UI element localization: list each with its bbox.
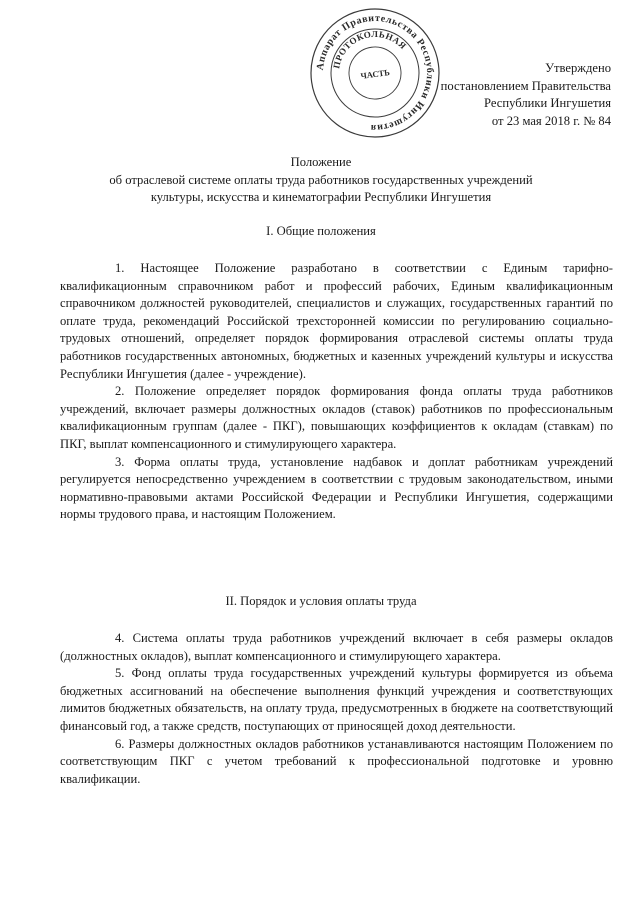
seal-inner-text: ПРОТОКОЛЬНАЯ — [331, 28, 409, 70]
paragraph-1: 1. Настоящее Положение разработано в соответствии с Единым тарифно-квалификационным справочником работ и профессий рабочих, Единым квалификационным справочником должностей руководителей, специалистов и служащих, государственных гарантий по оплате труда, рекомендаций Российской трехсторонней комиссии по регулированию социально-трудовых отношений, определяет порядок формирования отраслевой системы оплаты труда работников государственных автономных, бюджетных и казенных учреждений культуры и искусства Республики Ингушетия (далее - учреждение). — [60, 261, 613, 381]
approval-line: Республики Ингушетия — [484, 96, 611, 111]
paragraph-2: 2. Положение определяет порядок формирования фонда оплаты труда работников учреждений, включает размеры должностных окладов (ставок) работников по профессиональным квалификационным группам (далее - ПКГ), повышающих коэффициентов к окладам (ставкам) по ПКГ, выплат компенсационного и стимулирующего характера. — [60, 384, 613, 451]
approval-block — [331, 60, 611, 130]
section-general-body — [60, 260, 613, 524]
approval-line: постановлением Правительства — [440, 78, 611, 93]
approval-line: Утверждено — [545, 61, 611, 75]
paragraph-5: 5. Фонд оплаты труда государственных учреждений культуры формируется из объема бюджетных ассигнований на обеспечение выполнения функций учреждения и соответствующих лимитов бюджетных обязательств, на оплату труда, предусмотренных в бюджете на соответствующий финансовый год, а также средств, поступающих от приносящей доход деятельности. — [60, 666, 613, 733]
title-line: Положение — [290, 155, 352, 169]
section-heading-payment: II. Порядок и условия оплаты труда — [225, 594, 417, 608]
title-line: культуры, искусства и кинематографии Республики Ингушетия — [150, 190, 492, 205]
paragraph-6: 6. Размеры должностных окладов работников устанавливаются настоящим Положением по соответствующим ПКГ с учетом требований к профессиональной подготовке и уровню квалификации. — [60, 736, 613, 786]
approval-date: от 23 мая 2018 г. № 84 — [491, 113, 611, 128]
paragraph-4: 4. Система оплаты труда работников учреждений включает в себя размеры окладов (должностных окладов), выплат компенсационного и стимулирующего характера. — [60, 631, 613, 663]
section-heading-general: I. Общие положения — [266, 224, 376, 238]
section-payment-body — [60, 630, 613, 788]
seal-center-text: ЧАСТЬ — [359, 66, 391, 81]
title-line: об отраслевой системе оплаты труда работников государственных учреждений — [109, 172, 533, 187]
seal-ring-text: Аппарат Правительства Республики Ингушетия — [314, 12, 436, 134]
document-title — [40, 154, 602, 207]
paragraph-3: 3. Форма оплаты труда, установление надбавок и доплат работникам учреждений регулируется непосредственно учреждением в соответствии с трудовым законодательством, иными нормативно-правовыми актами Российской Федерации и Республики Ингушетия, содержащими нормы трудового права, и настоящим Положением. — [60, 454, 613, 522]
